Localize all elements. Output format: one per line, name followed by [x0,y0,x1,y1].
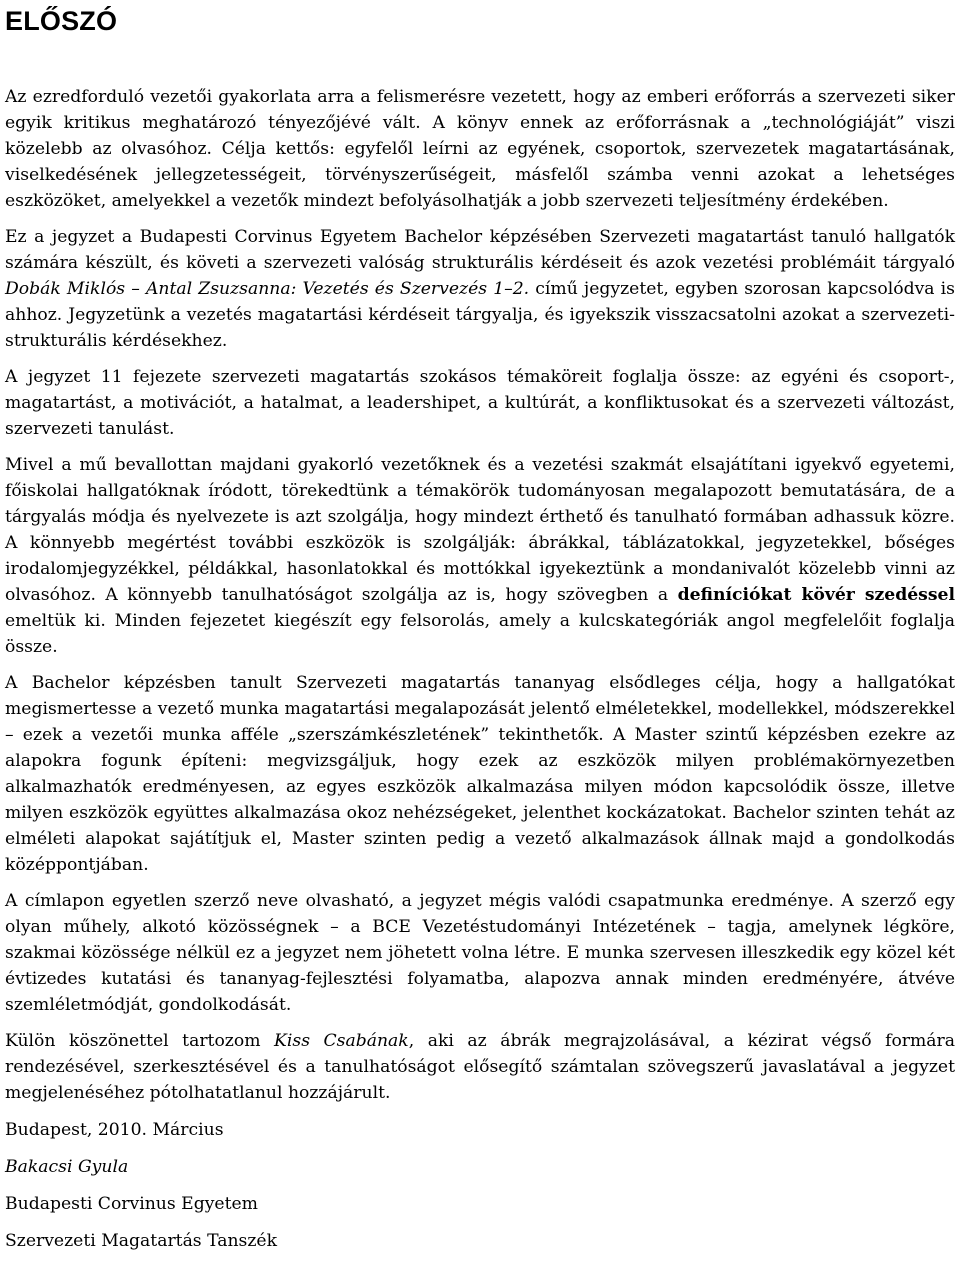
signature-place-date: Budapest, 2010. Március [5,1120,224,1140]
document-body [5,84,955,1254]
paragraph-method [5,452,955,660]
paragraph-ack-text-a: Külön köszönettel tartozom [5,1031,275,1051]
paragraph-purpose-text-a: Ez a jegyzet a Budapesti Corvinus Egyetem Bachelor képzésében Szervezeti magatartást tanuló hallgatók számára készült, és követi a szervezeti valóság strukturális kérdéseit és azok vezetési problémáit tárgyaló [5,227,955,273]
paragraph-ack-text-b: , aki az ábrák megrajzolásával, a kézirat végső formára rendezésével, szerkesztésével és a tanulhatóságot elősegítő számtalan szövegszerű javaslatával a jegyzet megjelenéséhez pótolhatatlanul hozzájárult. [5,1031,956,1103]
paragraph-method-text-a: Mivel a mű bevallottan majdani gyakorló vezetőknek és a vezetési szakmát elsajátítani igyekvő egyetemi, főiskolai hallgatóknak íródott, törekedtünk a témakörök tudományosan megalapozott bemutatására, de a tárgyalás módja és nyelvezete is azt szolgálja, hogy mindezt érthető és tanulható formában adhassuk közre. A könnyebb megértést további eszközök is szolgálják: ábrákkal, táblázatokkal, jegyzetekkel, bőséges irodalomjegyzékkel, példákkal, hasonlatokkal és mottókkal igyekeztünk a mondanivalót közelebb vinni az olvasóhoz. A könnyebb tanulhatóságot szolgálja az is, hogy szövegben a [5,455,955,605]
signature-institution: Budapesti Corvinus Egyetem [5,1194,258,1214]
paragraph-method-text-b: emeltük ki. Minden fejezetet kiegészít egy felsorolás, amely a kulcskategóriák angol megfelelőit foglalja össze. [5,611,955,657]
paragraph-acknowledgement [5,1028,955,1106]
acknowledged-person: Kiss Csabának [274,1031,409,1051]
paragraph-intro: Az ezredforduló vezetői gyakorlata arra a felismerésre vezetett, hogy az emberi erőforrás a szervezeti siker egyik kritikus meghatározó tényezőjévé vált. A könyv ennek az erőforrásnak a „technológiáját” viszi közelebb az olvasóhoz. Célja kettős: egyfelől leírni az egyének, csoportok, szervezetek magatartásának, viselkedésének jellegzetességeit, törvényszerűségeit, másfelől számba venni azokat a lehetséges eszközöket, amelyekkel a vezetők mindezt befolyásolhatják a jobb szervezeti teljesítmény érdekében. [5,87,955,211]
paragraph-bachelor-master: A Bachelor képzésben tanult Szervezeti magatartás tananyag elsődleges célja, hogy a hallgatókat megismertesse a vezető munka magatartási megalapozását jelentő elméletekkel, modellekkel, módszerekkel – ezek a vezetői munka afféle „szerszámkészletének” tekinthetők. A Master szintű képzésben ezekre az alapokra fogunk építeni: megvizsgáljuk, hogy ezek az eszközök milyen problémakörnyezetben alkalmazhatók eredményesen, az egyes eszközök alkalmazása milyen módon kapcsolódik össze, illetve milyen eszközök együttes alkalmazása okoz nehézségeket, jelenthet kockázatokat. Bachelor szinten tehát az elméleti alapokat sajátítjuk el, Master szinten pedig a vezető alkalmazások állnak majd a gondolkodás középpontjában. [5,673,955,875]
paragraph-chapters: A jegyzet 11 fejezete szervezeti magatartás szokásos témaköreit foglalja össze: az egyéni és csoport-, magatartást, a motivációt, a hatalmat, a leadershipet, a kultúrát, a konfliktusokat és a szervezeti változást, szervezeti tanulást. [5,367,955,439]
cited-work-title: Dobák Miklós – Antal Zsuzsanna: Vezetés és Szervezés 1–2. [5,279,530,299]
document-page [5,0,955,1254]
paragraph-teamwork: A címlapon egyetlen szerző neve olvasható, a jegyzet mégis valódi csapatmunka eredménye. A szerző egy olyan műhely, alkotó közösségnek – a BCE Vezetéstudományi Intézetének – tagja, amelynek légköre, szakmai közössége nélkül ez a jegyzet nem jöhetett volna létre. E munka szervesen illeszkedik egy közel két évtizedes kutatási és tananyag-fejlesztési folyamatba, alapozva annak minden eredményére, átvéve szemléletmódját, gondolkodását. [5,891,955,1015]
page-title: ELŐSZÓ [5,6,118,36]
bold-definitions-phrase: definíciókat kövér szedéssel [677,585,955,605]
signature-department: Szervezeti Magatartás Tanszék [5,1231,278,1251]
signature-author-name: Bakacsi Gyula [5,1157,129,1177]
paragraph-purpose-text-b: című jegyzetet, egyben szorosan kapcsolódva is ahhoz. Jegyzetünk a vezetés magatartási kérdéseit tárgyalja, és igyekszik visszacsatolni azokat a szervezeti-strukturális kérdésekhez. [5,279,955,351]
signature-author [5,1154,955,1180]
paragraph-purpose [5,224,955,354]
